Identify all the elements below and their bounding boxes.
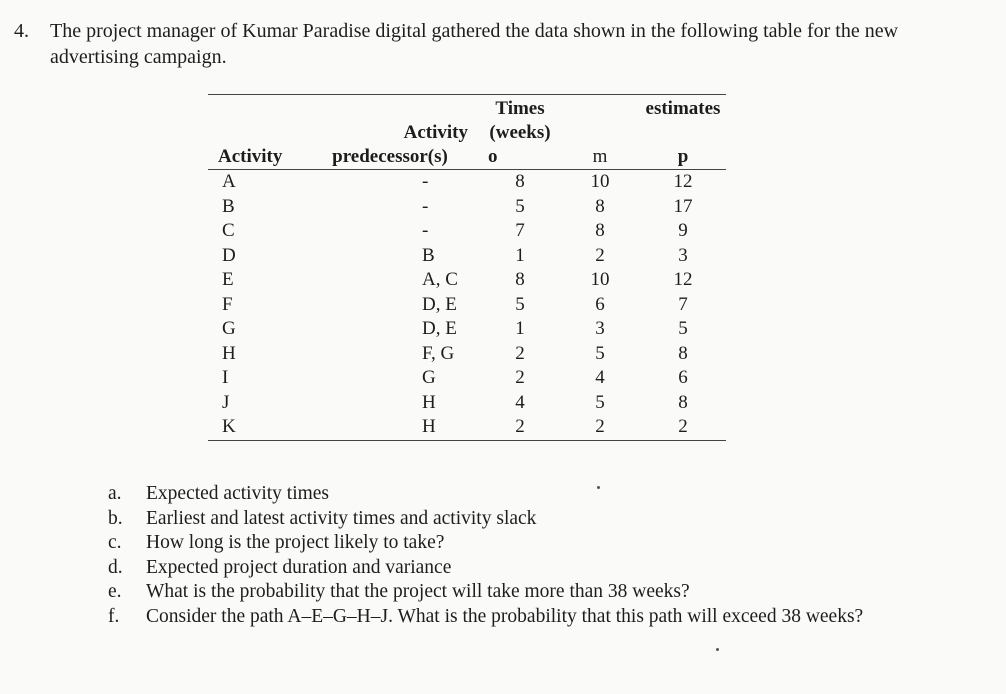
cell-predecessor: G <box>422 367 436 388</box>
cell-o: 2 <box>515 367 525 388</box>
cell-activity: E <box>222 269 234 290</box>
table-row <box>208 219 726 244</box>
header-weeks: (weeks) <box>489 122 551 143</box>
header-row-2 <box>208 121 726 145</box>
header-m: m <box>560 145 640 170</box>
sub-question-label: e. <box>108 581 122 603</box>
activity-table <box>208 94 726 441</box>
cell-m: 10 <box>590 269 610 290</box>
cell-m: 5 <box>595 342 605 364</box>
header-p: p <box>640 145 726 170</box>
cell-m: 4 <box>595 367 605 388</box>
cell-p: 9 <box>678 220 688 241</box>
table-row <box>208 317 726 342</box>
cell-predecessor: B <box>422 244 435 266</box>
cell-p: 8 <box>678 391 688 413</box>
cell-p: 8 <box>678 342 688 364</box>
cell-predecessor: F, G <box>422 342 455 364</box>
question-text: The project manager of Kumar Paradise digital gathered the data shown in the following table for the new advertising campaign. <box>50 20 899 68</box>
sub-question-label: f. <box>108 605 120 627</box>
cell-m: 8 <box>595 220 605 241</box>
cell-activity: C <box>222 220 235 241</box>
cell-p: 17 <box>673 195 693 217</box>
scan-speck <box>716 648 719 651</box>
sub-question-label: d. <box>108 556 123 578</box>
sub-question-a <box>108 482 958 507</box>
cell-m: 5 <box>595 391 605 413</box>
cell-m: 3 <box>595 318 605 339</box>
header-activity: Activity <box>208 145 300 170</box>
table-body <box>208 170 726 441</box>
header-estimates: estimates <box>645 98 721 119</box>
cell-predecessor: - <box>422 195 429 217</box>
cell-m: 6 <box>595 293 605 315</box>
sub-question-label: a. <box>108 483 122 504</box>
cell-o: 2 <box>480 415 560 440</box>
cell-p: 3 <box>678 244 688 266</box>
table-row <box>208 342 726 367</box>
activity-table-container <box>208 94 726 441</box>
cell-p: 12 <box>673 269 693 290</box>
header-o: o <box>480 145 560 170</box>
question-4 <box>14 18 974 70</box>
cell-predecessor: D, E <box>422 318 457 339</box>
cell-predecessor: - <box>422 171 429 192</box>
sub-question-c <box>108 531 958 556</box>
cell-p: 5 <box>678 318 688 339</box>
header-row-3 <box>208 145 726 170</box>
sub-question-text: What is the probability that the project will take more than 38 weeks? <box>146 581 690 603</box>
cell-o: 4 <box>515 391 525 413</box>
cell-p: 6 <box>678 367 688 388</box>
cell-activity: A <box>222 171 236 192</box>
header-activity-top: Activity <box>403 122 468 143</box>
cell-activity: F <box>222 293 233 315</box>
cell-p: 7 <box>678 293 688 315</box>
cell-o: 1 <box>515 318 525 339</box>
cell-activity: K <box>208 415 300 440</box>
cell-predecessor: - <box>422 220 429 241</box>
cell-m: 8 <box>595 195 605 217</box>
cell-activity: J <box>222 391 230 413</box>
sub-question-label: b. <box>108 507 123 529</box>
cell-p: 12 <box>673 171 693 192</box>
cell-m: 10 <box>590 171 610 192</box>
table-row <box>208 391 726 416</box>
sub-question-text: Earliest and latest activity times and activity slack <box>146 507 537 529</box>
cell-o: 2 <box>515 342 525 364</box>
cell-p: 2 <box>640 415 726 440</box>
table-row <box>208 268 726 293</box>
sub-question-label: c. <box>108 532 122 554</box>
cell-m: 2 <box>595 244 605 266</box>
cell-o: 5 <box>515 293 525 315</box>
table-row <box>208 293 726 318</box>
sub-questions <box>108 482 958 630</box>
cell-predecessor: H <box>422 391 436 413</box>
sub-question-text: Expected project duration and variance <box>146 556 452 578</box>
sub-question-d <box>108 556 958 581</box>
table-row <box>208 195 726 220</box>
sub-question-e <box>108 580 958 605</box>
cell-o: 7 <box>515 220 525 241</box>
table-row <box>208 170 726 195</box>
cell-predecessor: H <box>300 415 480 440</box>
cell-predecessor: A, C <box>422 269 458 290</box>
cell-activity: I <box>222 367 229 388</box>
sub-question-text: Consider the path A–E–G–H–J. What is the probability that this path will exceed 38 weeks? <box>146 605 864 627</box>
header-predecessor: predecessor(s) <box>300 145 480 170</box>
cell-activity: G <box>222 318 236 339</box>
sub-question-b <box>108 507 958 532</box>
cell-m: 2 <box>560 415 640 440</box>
cell-activity: D <box>222 244 236 266</box>
cell-o: 8 <box>515 171 525 192</box>
header-row-1 <box>208 97 726 121</box>
cell-o: 5 <box>515 195 525 217</box>
cell-activity: B <box>222 195 235 217</box>
cell-o: 8 <box>515 269 525 290</box>
question-number: 4. <box>14 20 29 42</box>
table-row <box>208 366 726 391</box>
sub-question-text: How long is the project likely to take? <box>146 532 445 554</box>
sub-question-f <box>108 605 958 630</box>
scan-speck <box>597 486 600 489</box>
header-times: Times <box>495 98 545 119</box>
cell-activity: H <box>222 342 236 364</box>
table-row <box>208 244 726 269</box>
sub-question-text: Expected activity times <box>146 483 330 504</box>
table-row <box>208 415 726 440</box>
cell-o: 1 <box>515 244 525 266</box>
cell-predecessor: D, E <box>422 293 457 315</box>
